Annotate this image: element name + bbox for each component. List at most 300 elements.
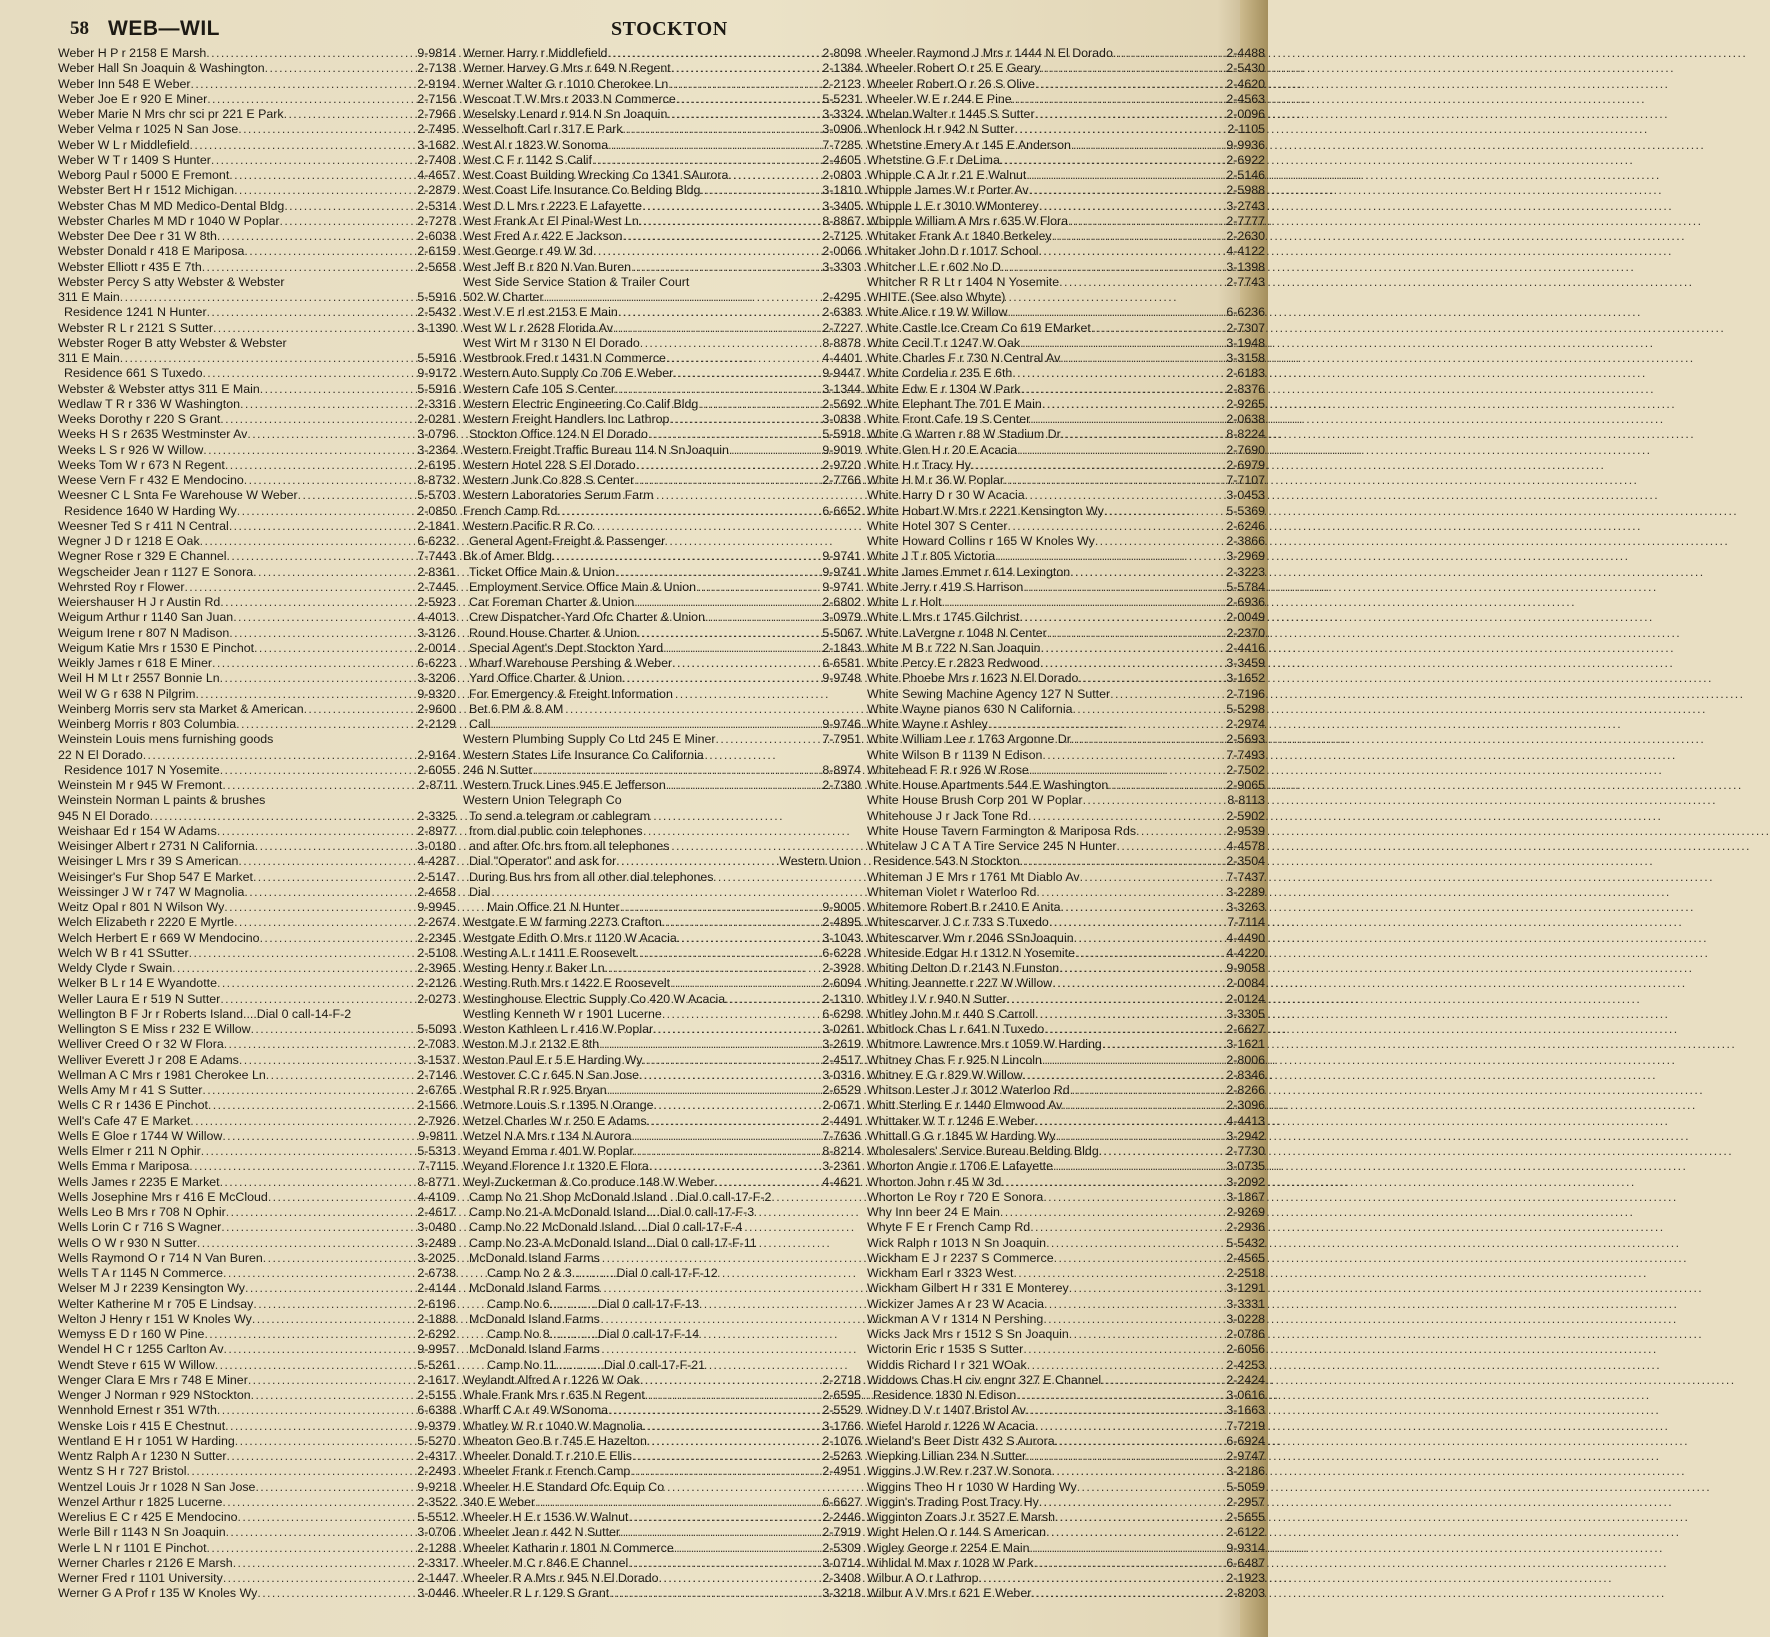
leader-dots bbox=[605, 961, 821, 975]
leader-dots bbox=[1042, 748, 1224, 762]
listing-name: Welch Elizabeth r 2220 E Myrtle bbox=[58, 915, 235, 930]
listing-row bbox=[58, 549, 456, 564]
leader-dots bbox=[224, 1342, 416, 1356]
listing-row bbox=[58, 1220, 456, 1235]
listing-row bbox=[867, 473, 1265, 488]
listing-row bbox=[58, 1297, 456, 1312]
listing-row bbox=[867, 92, 1265, 107]
listing-name: White House Brush Corp 201 W Poplar bbox=[867, 793, 1083, 808]
listing-name: Wells T A r 1145 N Commerce bbox=[58, 1266, 224, 1280]
phone-number: 5-5231 bbox=[822, 91, 861, 106]
listing-row bbox=[867, 870, 1265, 885]
leader-dots bbox=[1069, 1281, 1225, 1295]
leader-dots bbox=[201, 1144, 416, 1158]
leader-dots bbox=[213, 321, 415, 335]
listing-row bbox=[58, 1266, 456, 1281]
listing-name: Weinstein Norman L paints & brushes bbox=[58, 793, 266, 808]
listing-row bbox=[463, 870, 861, 885]
leader-dots bbox=[1061, 900, 1225, 914]
listing-row bbox=[867, 1571, 1265, 1586]
listing-name: Werner G A Prof r 135 W Knoles Wy bbox=[58, 1586, 258, 1601]
listing-row bbox=[867, 1327, 1265, 1342]
listing-name: McDonald Island Farms bbox=[469, 1342, 600, 1357]
phone-number: 2-0066 bbox=[822, 244, 861, 259]
listing-row bbox=[58, 244, 456, 259]
listing-row bbox=[867, 488, 1265, 503]
listing-row bbox=[463, 214, 861, 229]
listing-name: Wendel H C r 1255 Carlton Av bbox=[58, 1342, 224, 1357]
phone-number: 2-2957 bbox=[1226, 1494, 1265, 1509]
listing-row bbox=[58, 1327, 456, 1342]
listing-row bbox=[58, 1114, 456, 1129]
listing-name: Weinberg Morris r 803 Columbia bbox=[58, 717, 237, 731]
listing-name: Why Inn beer 24 E Main bbox=[867, 1205, 1000, 1219]
leader-dots bbox=[729, 443, 821, 457]
phone-number: 3-0979 bbox=[822, 610, 861, 625]
listing-row bbox=[463, 565, 861, 580]
listing-name: Weyand Florence I r 1320 E Flora bbox=[463, 1159, 649, 1174]
phone-number: 3-1867 bbox=[1226, 1189, 1265, 1204]
phone-number: 2-5529 bbox=[822, 1403, 861, 1418]
listing-row bbox=[463, 519, 861, 534]
listing-name: White House Apartments 544 E Washington bbox=[867, 778, 1109, 792]
listing-row bbox=[58, 1251, 456, 1266]
leader-dots bbox=[1080, 870, 1225, 884]
listing-row bbox=[463, 443, 861, 458]
listing-name: White LaVergne r 1048 N Center bbox=[867, 625, 1047, 640]
listing-row bbox=[867, 366, 1265, 381]
listing-row bbox=[463, 290, 861, 305]
leader-dots bbox=[195, 687, 415, 701]
phone-number: 7-7285 bbox=[822, 137, 861, 152]
listing-row bbox=[463, 610, 861, 625]
listing-row bbox=[58, 656, 456, 671]
listing-row bbox=[463, 1449, 861, 1464]
listing-name: Residence 543 N Stockton bbox=[873, 854, 1020, 869]
leader-dots bbox=[245, 1281, 415, 1295]
phone-number: 2-9747 bbox=[1226, 1449, 1265, 1463]
leader-dots bbox=[220, 671, 416, 685]
leader-dots bbox=[659, 1571, 821, 1585]
listing-name: White Glen H r 20 E Acacia bbox=[867, 442, 1018, 457]
listing-row bbox=[867, 656, 1265, 671]
leader-dots bbox=[190, 138, 416, 152]
listing-name: Whipple William A Mrs r 635 W Flora bbox=[867, 213, 1069, 228]
listing-row bbox=[58, 1281, 456, 1296]
leader-dots bbox=[647, 1114, 821, 1128]
listing-row bbox=[463, 824, 861, 839]
phone-number: 3-3305 bbox=[1226, 1006, 1265, 1021]
listing-name: Weber H P r 2158 E Marsh bbox=[58, 46, 207, 60]
leader-dots bbox=[632, 1449, 820, 1463]
phone-number: 3-1948 bbox=[1226, 335, 1265, 350]
listing-row bbox=[867, 321, 1265, 336]
listing-row bbox=[867, 931, 1265, 946]
listing-column-1 bbox=[58, 46, 456, 1602]
listing-name: Wihlidal M Max r 1028 W Park bbox=[867, 1555, 1034, 1570]
listing-name: Webster R L r 2121 S Sutter bbox=[58, 320, 213, 335]
leader-dots bbox=[552, 549, 821, 563]
phone-number: 2-3317 bbox=[417, 1555, 456, 1570]
phone-number: 2-7408 bbox=[417, 152, 456, 167]
listing-name: Widdows Chas H civ engnr 327 E Channel bbox=[867, 1372, 1102, 1387]
phone-number: 2-2879 bbox=[417, 183, 456, 198]
leader-dots bbox=[280, 214, 416, 228]
leader-dots bbox=[676, 92, 821, 106]
phone-number: 4-4220 bbox=[1226, 945, 1265, 960]
listing-name: Whorton Le Roy r 720 E Sonora bbox=[867, 1189, 1044, 1204]
phone-number: 2-9539 bbox=[1226, 823, 1265, 838]
phone-number: 3-1663 bbox=[1226, 1403, 1265, 1418]
leader-dots bbox=[251, 1388, 416, 1402]
listing-name: Crew Dispatcher-Yard Ofc Charter & Union bbox=[469, 610, 705, 625]
listing-name: Western Freight Handlers Inc Lathrop bbox=[463, 412, 670, 426]
phone-number: 2-4488 bbox=[1226, 46, 1265, 60]
listing-name: Western Truck Lines 945 E Jefferson bbox=[463, 778, 666, 792]
listing-row bbox=[58, 854, 456, 869]
phone-number: 6-6223 bbox=[417, 656, 456, 670]
listing-row bbox=[463, 1281, 861, 1296]
listing-name: West W L r 2628 Florida Av bbox=[463, 320, 613, 335]
leader-dots bbox=[1042, 1053, 1224, 1067]
listing-row bbox=[463, 1236, 861, 1251]
listing-row bbox=[58, 885, 456, 900]
listing-row bbox=[58, 534, 456, 549]
listing-name: White Wayne pianos 630 N California bbox=[867, 701, 1073, 716]
leader-dots bbox=[1043, 1312, 1224, 1326]
listing-row bbox=[463, 1464, 861, 1479]
listing-name: Western Junk Co 828 S Center bbox=[463, 473, 635, 487]
listing-name: Wentz S H r 727 Bristol bbox=[58, 1464, 187, 1479]
leader-dots bbox=[217, 229, 416, 243]
listing-row bbox=[867, 778, 1265, 793]
phone-number: 2-4565 bbox=[1226, 1250, 1265, 1265]
phone-number: 8-8974 bbox=[822, 762, 861, 777]
leader-dots bbox=[673, 366, 820, 380]
listing-row bbox=[58, 626, 456, 641]
phone-number: 3-3206 bbox=[417, 671, 456, 686]
listing-name: Wick Ralph r 1013 N Sn Joaquin bbox=[867, 1235, 1047, 1250]
phone-number: 3-2364 bbox=[417, 442, 456, 457]
listing-row bbox=[463, 1419, 861, 1434]
phone-number: 7-7114 bbox=[1227, 915, 1265, 930]
leader-dots bbox=[212, 656, 415, 670]
listing-name: 311 E Main bbox=[58, 351, 120, 365]
leader-dots bbox=[229, 626, 415, 640]
phone-number: 2-7730 bbox=[1226, 1144, 1265, 1158]
leader-dots bbox=[1040, 656, 1225, 670]
listing-name: Round House Charter & Union bbox=[469, 625, 638, 640]
listing-row bbox=[463, 992, 861, 1007]
leader-dots bbox=[636, 946, 821, 960]
listing-row bbox=[463, 1098, 861, 1113]
phone-number: 2-2718 bbox=[822, 1372, 861, 1387]
phone-number: 2-3325 bbox=[417, 808, 456, 823]
phone-number: 9-9741 bbox=[822, 579, 861, 594]
listing-name: Whipple L E r 3010 WMonterey bbox=[867, 198, 1039, 213]
leader-dots bbox=[1047, 626, 1225, 640]
leader-dots bbox=[593, 244, 820, 258]
phone-number: 9-9746 bbox=[822, 717, 861, 731]
listing-name: Weesner C L Snta Fe Warehouse W Weber bbox=[58, 488, 298, 503]
listing-name: Weil H M Lt r 2557 Bonnie Ln bbox=[58, 671, 220, 686]
listing-row bbox=[58, 976, 456, 991]
phone-number: 9-9172 bbox=[417, 366, 456, 381]
listing-row bbox=[58, 1175, 456, 1190]
phone-number: 3-2489 bbox=[417, 1235, 456, 1250]
listing-name: Wickham E J r 2237 S Commerce bbox=[867, 1250, 1054, 1265]
phone-number: 2-3522 bbox=[417, 1494, 456, 1509]
listing-row bbox=[58, 412, 456, 427]
listing-name: General Agent-Freight & Passenger bbox=[469, 534, 666, 548]
listing-name: Wheeler Katharin r 1801 N Commerce bbox=[463, 1540, 674, 1555]
listing-row bbox=[58, 1053, 456, 1068]
leader-dots bbox=[642, 1053, 820, 1067]
phone-number: 4-4401 bbox=[822, 351, 861, 365]
listing-name: Weber Hall Sn Joaquin & Washington bbox=[58, 61, 265, 76]
listing-name: Wegner J D r 1218 E Oak bbox=[58, 534, 200, 548]
leader-dots bbox=[229, 168, 415, 182]
listing-name: White H M r 36 W Poplar bbox=[867, 473, 1005, 487]
listing-name: Whitehouse J r Jack Tone Rd bbox=[867, 808, 1028, 823]
leader-dots bbox=[233, 610, 415, 624]
leader-dots bbox=[1072, 702, 1224, 716]
listing-name: Webster Roger B atty Webster & Webster bbox=[58, 335, 287, 350]
listing-row bbox=[463, 1129, 861, 1144]
leader-dots bbox=[725, 992, 820, 1006]
listing-row bbox=[867, 1053, 1265, 1068]
leader-dots bbox=[1136, 824, 1224, 838]
listing-name: Weigum Katie Mrs r 1530 E Pinchot bbox=[58, 640, 255, 655]
listing-name: West D L Mrs r 2223 E Lafayette bbox=[463, 198, 643, 213]
phone-number: 2-7919 bbox=[822, 1525, 861, 1540]
listing-row bbox=[463, 1175, 861, 1190]
listing-name: West Al r 1823 W Sonoma bbox=[463, 137, 609, 152]
phone-number: 7-7493 bbox=[1226, 747, 1265, 762]
leader-dots bbox=[184, 580, 415, 594]
leader-dots bbox=[1023, 1342, 1224, 1356]
listing-name: Whorton Angie r 1706 E Lafayette bbox=[867, 1159, 1053, 1174]
phone-number: 5-5298 bbox=[1226, 701, 1265, 716]
listing-name: Camp No 22 McDonald Island....Dial 0 call-17-F-4 bbox=[469, 1220, 743, 1235]
phone-number: 3-0714 bbox=[822, 1555, 861, 1570]
leader-dots bbox=[1029, 183, 1225, 197]
leader-dots bbox=[629, 1510, 821, 1524]
listing-row bbox=[867, 1205, 1265, 1220]
leader-dots bbox=[197, 1236, 416, 1250]
listing-name: West C F r 1142 S Calif bbox=[463, 152, 592, 167]
listing-row bbox=[58, 473, 456, 488]
phone-number: 2-2446 bbox=[822, 1510, 861, 1524]
listing-row bbox=[58, 138, 456, 153]
listing-name: Weyl-Zuckerman & Co produce 148 W Weber bbox=[463, 1174, 715, 1189]
listing-row bbox=[463, 931, 861, 946]
listing-name: White William Lee r 1763 Argonne Dr bbox=[867, 732, 1071, 747]
phone-number: 9-9019 bbox=[822, 442, 861, 457]
listing-row bbox=[463, 275, 861, 290]
phone-number: 3-3303 bbox=[822, 259, 861, 274]
leader-dots bbox=[728, 168, 820, 182]
listing-row bbox=[867, 809, 1265, 824]
listing-name: Whitley John M r 440 S Carroll bbox=[867, 1006, 1036, 1021]
phone-number: 2-2424 bbox=[1226, 1372, 1265, 1387]
listing-row bbox=[58, 336, 456, 351]
listing-row bbox=[867, 1541, 1265, 1556]
leader-dots bbox=[631, 260, 820, 274]
phone-number: 2-2493 bbox=[417, 1464, 456, 1479]
listing-name: McDonald Island Farms bbox=[469, 1250, 600, 1265]
leader-dots bbox=[654, 1098, 821, 1112]
leader-dots bbox=[1068, 214, 1224, 228]
listing-name: Whale Frank Mrs r 635 N Regent bbox=[463, 1388, 645, 1402]
listing-name: Wellington S E Miss r 232 E Willow bbox=[58, 1022, 251, 1036]
leader-dots bbox=[1026, 1403, 1225, 1417]
phone-number: 3-0706 bbox=[417, 1525, 456, 1540]
listing-name: Wigginton Zoars J r 3527 E Marsh bbox=[867, 1510, 1056, 1524]
listing-row bbox=[867, 976, 1265, 991]
leader-dots bbox=[615, 565, 820, 579]
listing-row bbox=[58, 458, 456, 473]
leader-dots bbox=[221, 1220, 415, 1234]
listing-row bbox=[463, 1342, 861, 1357]
phone-number: 3-2743 bbox=[1226, 198, 1265, 213]
leader-dots bbox=[150, 809, 416, 823]
phone-number: 3-2361 bbox=[822, 1159, 861, 1174]
listing-name: Wells E Gloe r 1744 W Willow bbox=[58, 1128, 223, 1143]
listing-name: Wheeler M C r 846 E Channel bbox=[463, 1555, 629, 1570]
listing-name: Welliver Everett J r 208 E Adams bbox=[58, 1052, 239, 1067]
leader-dots bbox=[607, 1083, 821, 1097]
leader-dots bbox=[1049, 915, 1226, 929]
listing-name: Westphal R R r 925 Bryan bbox=[463, 1083, 607, 1097]
listing-name: Whipple C A Jr r 21 E Walnut bbox=[867, 168, 1027, 182]
page-number: 58 bbox=[70, 18, 89, 39]
leader-dots bbox=[1070, 1083, 1225, 1097]
listing-name: White James Emmet r 614 Lexington bbox=[867, 564, 1071, 579]
listing-name: Weber Velma r 1025 N San Jose bbox=[58, 122, 239, 137]
phone-number: 3-1390 bbox=[417, 320, 456, 335]
listing-name: Webster & Webster attys 311 E Main bbox=[58, 381, 260, 396]
phone-number: 2-9600 bbox=[417, 701, 456, 716]
listing-row bbox=[463, 1434, 861, 1449]
phone-number: 2-1447 bbox=[417, 1571, 456, 1585]
leader-dots bbox=[971, 458, 1224, 472]
phone-number: 2-2345 bbox=[417, 930, 456, 945]
leader-dots bbox=[700, 183, 820, 197]
leader-dots bbox=[636, 458, 821, 472]
phone-number: 2-1923 bbox=[1226, 1571, 1265, 1585]
listing-name: Wells C R r 1436 E Pinchot bbox=[58, 1098, 208, 1113]
listing-name: Whatley W R r 1040 W Magnolia bbox=[463, 1418, 643, 1433]
phone-number: 2-7156 bbox=[417, 91, 456, 106]
listing-row bbox=[58, 351, 456, 366]
listing-row bbox=[463, 793, 861, 808]
listing-row bbox=[867, 1403, 1265, 1418]
phone-number: 2-3223 bbox=[1226, 564, 1265, 579]
phone-number: 2-0096 bbox=[1226, 107, 1265, 121]
phone-number: 2-4895 bbox=[822, 915, 861, 930]
phone-number: 2-5902 bbox=[1226, 808, 1265, 823]
listing-row bbox=[463, 61, 861, 76]
leader-dots bbox=[229, 519, 416, 533]
leader-dots bbox=[557, 504, 820, 518]
listing-name: WHITE (See also Whyte) bbox=[867, 290, 1006, 304]
listing-name: Whitney E G r 829 W Willow bbox=[867, 1067, 1023, 1082]
listing-row bbox=[463, 534, 861, 549]
leader-dots bbox=[623, 122, 821, 136]
listing-row bbox=[58, 702, 456, 717]
leader-dots bbox=[225, 1419, 415, 1433]
leader-dots bbox=[190, 77, 415, 91]
phone-number: 9-9814 bbox=[417, 46, 456, 60]
phone-number: 2-0084 bbox=[1226, 976, 1265, 991]
leader-dots bbox=[202, 260, 416, 274]
listing-row bbox=[58, 77, 456, 92]
listing-name: Welter Katherine M r 705 E Lindsay bbox=[58, 1296, 254, 1311]
listing-row bbox=[867, 458, 1265, 473]
listing-name: Werle Bill r 1143 N Sn Joaquin bbox=[58, 1525, 226, 1540]
listing-name: Special Agent's Dept Stockton Yard bbox=[469, 640, 664, 655]
listing-name: Weishaar Ed r 154 W Adams bbox=[58, 823, 217, 838]
phone-number: 2-8977 bbox=[417, 823, 456, 838]
leader-dots bbox=[1012, 366, 1224, 380]
phone-number: 7-7437 bbox=[1226, 869, 1265, 884]
listing-row bbox=[58, 382, 456, 397]
listing-row bbox=[58, 1586, 456, 1601]
phone-number: 2-7766 bbox=[822, 473, 861, 487]
leader-dots bbox=[143, 748, 416, 762]
listing-row bbox=[58, 1037, 456, 1052]
listing-name: Camp No 23-A McDonald Island...Dial 0 call-17-F-11 bbox=[469, 1235, 757, 1250]
listing-row bbox=[867, 1586, 1265, 1601]
listing-name: Weselsky Lenard r 914 N Sn Joaquin bbox=[463, 107, 668, 121]
listing-row bbox=[58, 46, 456, 61]
listing-row bbox=[463, 702, 861, 717]
listing-row bbox=[867, 260, 1265, 275]
listing-name: Wictorin Eric r 1535 S Sutter bbox=[867, 1342, 1024, 1357]
listing-row bbox=[58, 183, 456, 198]
phone-number: 3-2619 bbox=[822, 1037, 861, 1052]
phone-number: 2-6094 bbox=[822, 976, 861, 991]
leader-dots bbox=[1030, 1541, 1225, 1555]
listing-name: Weber Inn 548 E Weber bbox=[58, 76, 191, 91]
phone-number: 4-4287 bbox=[417, 854, 456, 869]
leader-dots bbox=[1007, 992, 1225, 1006]
listing-name: Wetmore Louis S r 1395 N Orange bbox=[463, 1098, 654, 1113]
listing-row bbox=[867, 717, 1265, 732]
listing-row bbox=[867, 1556, 1265, 1571]
phone-number: 3-0906 bbox=[822, 122, 861, 137]
listing-row bbox=[867, 641, 1265, 656]
phone-number: 3-1344 bbox=[822, 381, 861, 396]
listing-row bbox=[58, 1480, 456, 1495]
listing-name: Ticket Office Main & Union bbox=[469, 564, 615, 579]
listing-name: Welch Herbert E r 669 W Mendocino bbox=[58, 930, 260, 945]
listing-name: Wegner Rose r 329 E Channel bbox=[58, 549, 227, 564]
listing-row bbox=[58, 870, 456, 885]
leader-dots bbox=[238, 122, 415, 136]
listing-row bbox=[867, 839, 1265, 854]
listing-name: Weitz Opal r 801 N Wilson Wy bbox=[58, 900, 225, 914]
listing-row bbox=[463, 671, 861, 686]
listing-name: White Howard Collins r 165 W Knoles Wy bbox=[867, 534, 1095, 548]
listing-name: White Wilson B r 1139 N Edison bbox=[867, 747, 1043, 762]
leader-dots bbox=[1060, 351, 1224, 365]
listing-name: 311 E Main bbox=[58, 290, 120, 304]
listing-name: Whittall G G r 1845 W Harding Wy bbox=[867, 1128, 1056, 1143]
listing-row bbox=[867, 732, 1265, 747]
listing-name: West Wirt M r 3130 N El Dorado bbox=[463, 335, 640, 350]
